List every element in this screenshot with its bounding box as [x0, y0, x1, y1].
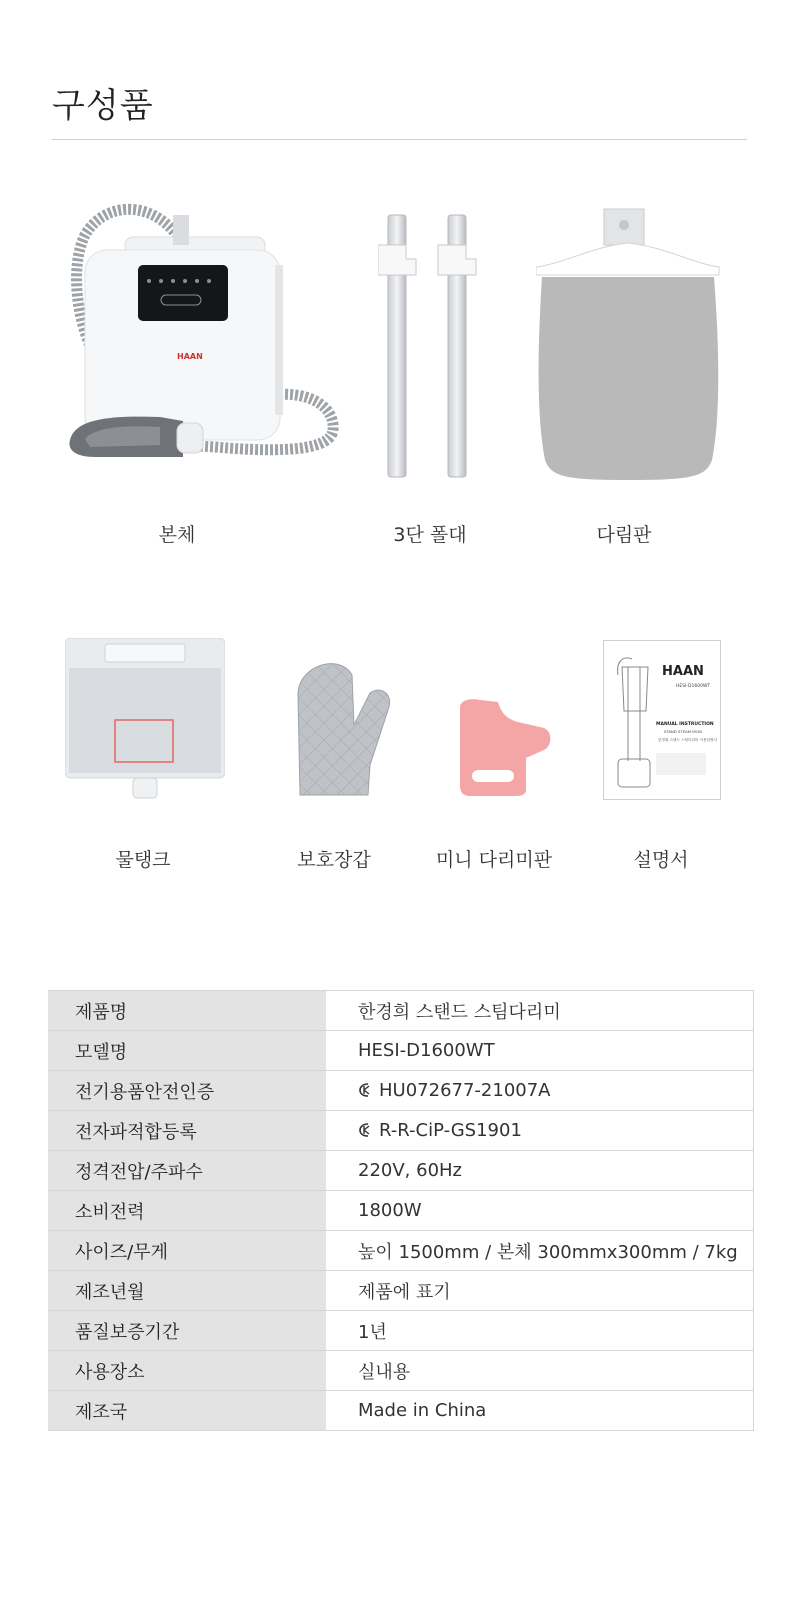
manual-title: MANUAL INSTRUCTION [656, 722, 714, 727]
water-tank-image [65, 638, 225, 803]
spec-value: 1800W [358, 1200, 422, 1221]
spec-table [48, 990, 754, 1431]
component-caption: 본체 [158, 524, 196, 546]
spec-row [48, 1191, 754, 1231]
manual-subtitle: STAND STEAM IRON [664, 729, 702, 734]
spec-value-cell [326, 991, 754, 1031]
spec-label: 전기용품안전인증 [48, 1071, 326, 1111]
spec-value-cell [326, 1391, 754, 1431]
spec-value-cell [326, 1111, 754, 1151]
spec-value-cell [326, 1231, 754, 1271]
spec-row [48, 1311, 754, 1351]
component-caption: 물탱크 [115, 849, 171, 871]
component-caption: 3단 폴대 [393, 524, 467, 546]
spec-value-cell [326, 1031, 754, 1071]
spec-row [48, 1111, 754, 1151]
ironing-board-image [536, 205, 721, 485]
spec-row [48, 1071, 754, 1111]
component-caption: 다림판 [596, 524, 652, 546]
spec-value: HU072677-21007A [379, 1080, 551, 1101]
spec-label: 사용장소 [48, 1351, 326, 1391]
spec-label: 전자파적합등록 [48, 1111, 326, 1151]
spec-value: 실내용 [358, 1361, 411, 1383]
manual-icon [604, 641, 720, 799]
spec-value-cell [326, 1071, 754, 1111]
spec-label: 사이즈/무게 [48, 1231, 326, 1271]
mini-board-image [458, 698, 553, 796]
manual-korean: 한경희 스탠드 스팀다리미 사용설명서 [658, 738, 717, 742]
brand-logo: HAAN [177, 352, 203, 361]
spec-label: 소비전력 [48, 1191, 326, 1231]
kc-certification-icon [358, 1082, 373, 1098]
three-stage-pole-icon [378, 205, 498, 485]
spec-label: 모델명 [48, 1031, 326, 1071]
component-caption: 보호장갑 [297, 849, 371, 871]
manual-image [603, 640, 721, 800]
component-caption: 설명서 [633, 849, 689, 871]
manual-model: HESI-D1600WT [676, 684, 711, 689]
steamer-body-image [65, 195, 345, 470]
spec-value-cell [326, 1351, 754, 1391]
spec-value: R-R-CiP-GS1901 [379, 1120, 522, 1141]
spec-label: 제조년월 [48, 1271, 326, 1311]
spec-value-cell [326, 1271, 754, 1311]
steamer-body-icon [65, 195, 345, 470]
spec-row [48, 1351, 754, 1391]
mini-board-icon [458, 698, 553, 796]
spec-value: 제품에 표기 [358, 1281, 451, 1303]
water-tank-icon [65, 638, 225, 803]
spec-label: 정격전압/주파수 [48, 1151, 326, 1191]
spec-row [48, 1391, 754, 1431]
spec-value: Made in China [358, 1400, 487, 1421]
kc-certification-icon [358, 1122, 373, 1138]
ironing-board-icon [536, 205, 721, 485]
spec-value-cell [326, 1191, 754, 1231]
spec-value: HESI-D1600WT [358, 1040, 495, 1061]
spec-value: 220V, 60Hz [358, 1160, 463, 1181]
spec-value-cell [326, 1151, 754, 1191]
spec-row [48, 1031, 754, 1071]
glove-image [290, 655, 392, 800]
spec-row [48, 1231, 754, 1271]
component-caption: 미니 다리미판 [435, 849, 553, 871]
manual-brand: HAAN [662, 664, 704, 679]
poles-image [378, 205, 498, 485]
spec-value-cell [326, 1311, 754, 1351]
spec-value: 1년 [358, 1321, 387, 1343]
protective-glove-icon [290, 655, 392, 800]
spec-row [48, 991, 754, 1031]
spec-row [48, 1271, 754, 1311]
spec-label: 품질보증기간 [48, 1311, 326, 1351]
title-divider [52, 139, 747, 140]
spec-value: 높이 1500mm / 본체 300mmx300mm / 7kg [358, 1241, 738, 1263]
spec-value: 한경희 스탠드 스팀다리미 [358, 1001, 561, 1023]
spec-row [48, 1151, 754, 1191]
spec-label: 제품명 [48, 991, 326, 1031]
spec-label: 제조국 [48, 1391, 326, 1431]
section-title: 구성품 [52, 86, 154, 126]
